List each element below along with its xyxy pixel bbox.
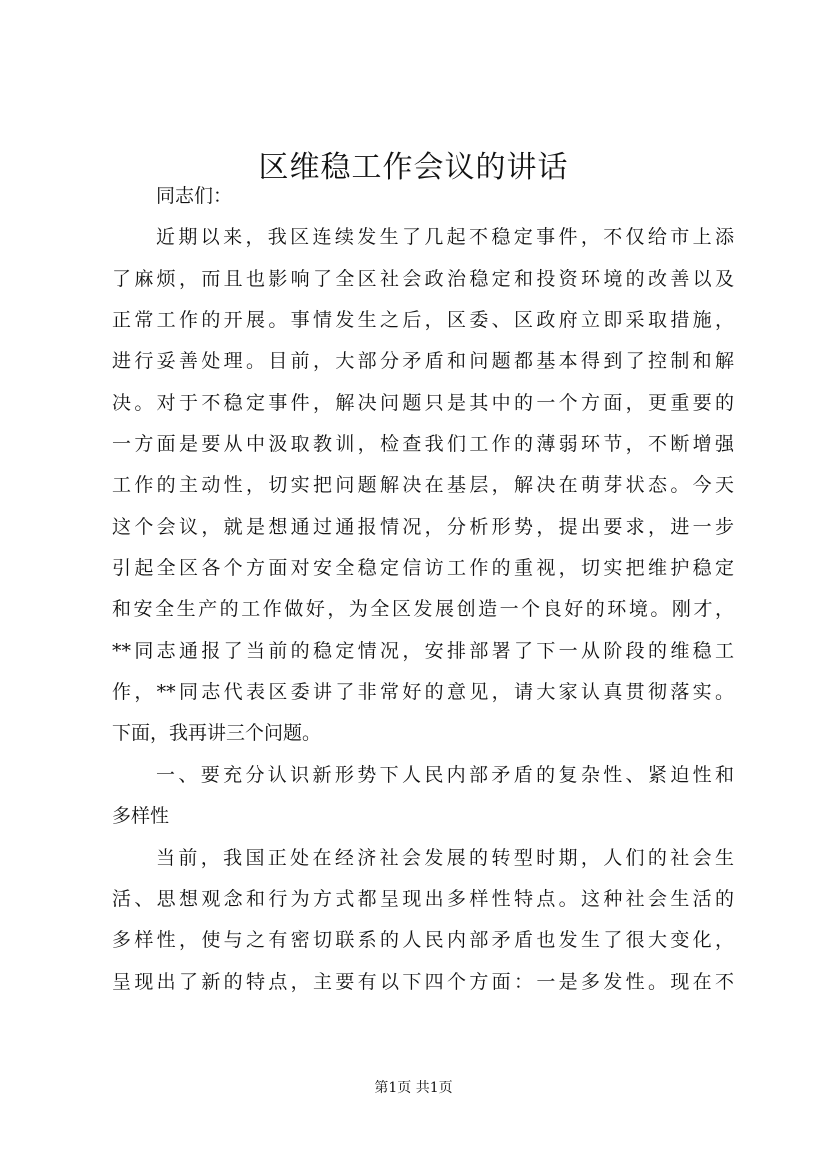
- text-line: 下面，我再讲三个问题。: [112, 722, 322, 745]
- text-line: 作，**同志代表区委讲了非常好的意见，请大家认真贯彻落实。: [112, 681, 734, 704]
- text-line: 多样性: [112, 805, 170, 828]
- text-line: 这个会议，就是想通过通报情况，分析形势，提出要求，进一步: [112, 515, 734, 538]
- text-line: 一、要充分认识新形势下人民内部矛盾的复杂性、紧迫性和: [156, 763, 734, 786]
- text-line: 引起全区各个方面对安全稳定信访工作的重视，切实把维护稳定: [112, 557, 734, 580]
- text-line: 工作的主动性，切实把问题解决在基层，解决在萌芽状态。今天: [112, 474, 734, 497]
- document-title: 区维稳工作会议的讲话: [258, 150, 569, 185]
- text-line: 活、思想观念和行为方式都呈现出多样性特点。这种社会生活的: [112, 887, 734, 910]
- text-line: 多样性，使与之有密切联系的人民内部矛盾也发生了很大变化，: [112, 929, 734, 952]
- text-line: 当前，我国正处在经济社会发展的转型时期，人们的社会生: [156, 846, 734, 869]
- text-line: 进行妥善处理。目前，大部分矛盾和问题都基本得到了控制和解: [112, 350, 734, 373]
- text-line: **同志通报了当前的稳定情况，安排部署了下一从阶段的维稳工: [112, 639, 734, 662]
- text-line: 和安全生产的工作做好，为全区发展创造一个良好的环境。刚才，: [112, 598, 734, 621]
- text-line: 决。对于不稳定事件，解决问题只是其中的一个方面，更重要的: [112, 391, 734, 414]
- text-line: 一方面是要从中汲取教训，检查我们工作的薄弱环节，不断增强: [112, 433, 734, 456]
- text-line: 了麻烦，而且也影响了全区社会政治稳定和投资环境的改善以及: [112, 267, 734, 290]
- document-body: [112, 176, 734, 1003]
- text-line: 正常工作的开展。事情发生之后，区委、区政府立即采取措施，: [112, 309, 734, 332]
- page-footer: 第1页 共1页: [374, 1080, 453, 1096]
- text-line: 近期以来，我区连续发生了几起不稳定事件，不仅给市上添: [156, 226, 734, 249]
- text-line: 同志们：: [156, 185, 233, 207]
- text-line: 呈现出了新的特点，主要有以下四个方面：一是多发性。现在不: [112, 970, 734, 993]
